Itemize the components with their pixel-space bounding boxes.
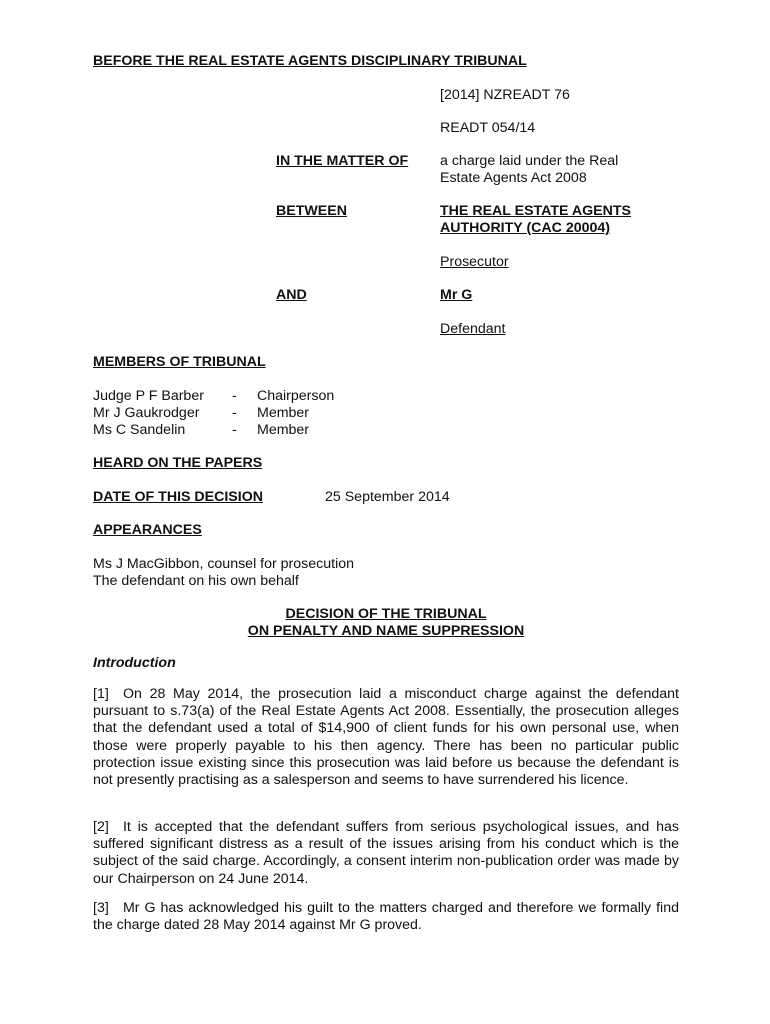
member-dash: - bbox=[232, 422, 237, 438]
prosecutor-name-line1: THE REAL ESTATE AGENTS bbox=[440, 203, 632, 219]
paragraph-3: [3] Mr G has acknowledged his guilt to the matters charged and therefore we formally find the charge dated 28 May 2014 against Mr G proved. bbox=[93, 900, 679, 934]
and-label: AND bbox=[276, 287, 307, 303]
between-label: BETWEEN bbox=[276, 203, 347, 219]
member-role: Member bbox=[257, 405, 310, 421]
appearance-defendant: The defendant on his own behalf bbox=[93, 573, 299, 589]
defendant-role: Defendant bbox=[440, 321, 506, 337]
member-name: Mr J Gaukrodger bbox=[93, 405, 200, 421]
decision-title-line2: ON PENALTY AND NAME SUPPRESSION bbox=[247, 623, 525, 639]
heard-on-papers: HEARD ON THE PAPERS bbox=[93, 455, 263, 471]
matter-description-line1: a charge laid under the Real bbox=[440, 153, 619, 169]
prosecutor-role: Prosecutor bbox=[440, 254, 509, 270]
decision-date-value: 25 September 2014 bbox=[325, 489, 450, 505]
member-role: Member bbox=[257, 422, 310, 438]
member-name: Judge P F Barber bbox=[93, 388, 204, 404]
decision-date-label: DATE OF THIS DECISION bbox=[93, 489, 263, 505]
decision-title-line1: DECISION OF THE TRIBUNAL bbox=[285, 606, 487, 622]
member-name: Ms C Sandelin bbox=[93, 422, 186, 438]
member-role: Chairperson bbox=[257, 388, 335, 404]
member-dash: - bbox=[232, 405, 237, 421]
citation: [2014] NZREADT 76 bbox=[440, 87, 570, 103]
tribunal-heading: BEFORE THE REAL ESTATE AGENTS DISCIPLINARY TRIBUNAL bbox=[93, 53, 527, 69]
prosecutor-name-line2: AUTHORITY (CAC 20004) bbox=[440, 220, 611, 236]
paragraph-2: [2] It is accepted that the defendant suffers from serious psychological issues, and has suffered significant distress as a result of the issues arising from his conduct which is the subject of the said charge. Accordingly, a consent interim non-publication order was made by our Chairperson on 24 June 2014. bbox=[93, 819, 679, 887]
members-heading: MEMBERS OF TRIBUNAL bbox=[93, 354, 266, 370]
paragraph-1: [1] On 28 May 2014, the prosecution laid a misconduct charge against the defendant pursuant to s.73(a) of the Real Estate Agents Act 2008. Essentially, the prosecution alleges that the defendant used a total of $14,900 of client funds for his own personal use, when those were properly payable to his then agency. There has been no particular public protection issue existing since this prosecution was laid before us because the defendant is not presently practising as a salesperson and seems to have surrendered his licence. bbox=[93, 686, 679, 789]
appearance-prosecution: Ms J MacGibbon, counsel for prosecution bbox=[93, 556, 355, 572]
defendant-name: Mr G bbox=[440, 287, 473, 303]
matter-description-line2: Estate Agents Act 2008 bbox=[440, 170, 587, 186]
section-heading-introduction: Introduction bbox=[93, 655, 176, 671]
file-number: READT 054/14 bbox=[440, 120, 536, 136]
appearances-heading: APPEARANCES bbox=[93, 522, 202, 538]
matter-label: IN THE MATTER OF bbox=[276, 153, 409, 169]
member-dash: - bbox=[232, 388, 237, 404]
